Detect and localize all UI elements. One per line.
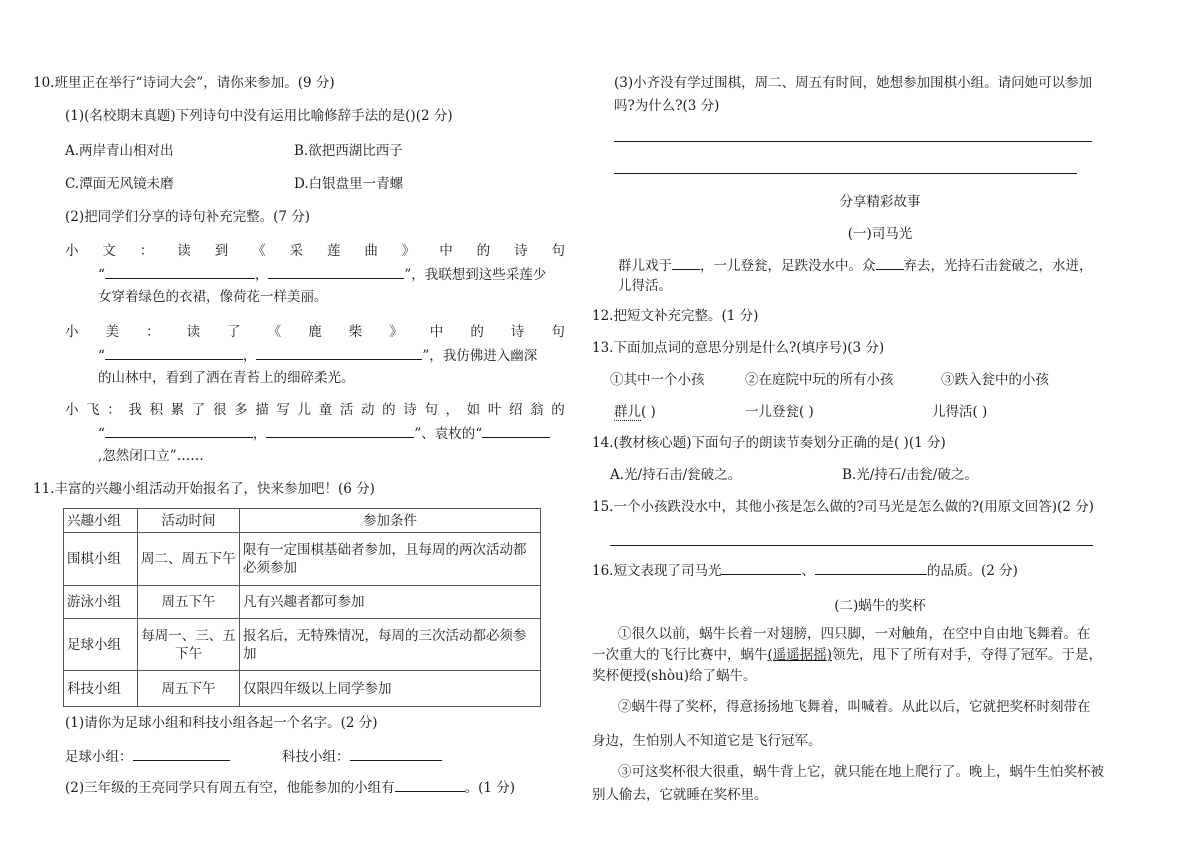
snail-para3-line1: ③可这奖杯很大很重，蜗牛背上它，就只能在地上爬行了。晚上，蜗牛生怕奖杯被: [618, 764, 1104, 780]
football-name-blank[interactable]: [133, 747, 230, 761]
answer-line[interactable]: [614, 141, 1092, 142]
q12: 12.把短文补充完整。(1 分): [592, 308, 759, 324]
q16-blank-2[interactable]: [815, 561, 927, 575]
table-cell: 周二、周五下午: [138, 533, 240, 586]
xiaomei-blank-2[interactable]: [256, 346, 422, 360]
table-header-row: [64, 509, 541, 533]
q11-sub3-line1: (3)小齐没有学过围棋，周二、周五有时间，她想参加围棋小组。请问她可以参加: [614, 75, 1093, 91]
q10-option-c: C.潭面无风镜未磨: [65, 176, 174, 192]
tech-name-blank[interactable]: [350, 747, 442, 761]
snail-para1-line3: 奖杯便授(shòu)给了蜗牛。: [592, 668, 757, 684]
story-blank-2[interactable]: [876, 256, 904, 270]
snail-para3-line2: 别人偷去，它就睡在奖杯里。: [592, 787, 768, 803]
table-cell: 仅限四年级以上同学参加: [240, 671, 541, 707]
q13-word-1: 群儿( ): [614, 404, 656, 420]
header-cell: 兴趣小组: [64, 509, 138, 533]
q11-sub3-line2: 吗?为什么?(3 分): [614, 98, 720, 114]
header-cell: 活动时间: [138, 509, 240, 533]
wangliang-group-blank[interactable]: [395, 778, 465, 792]
xiaowen-line3: 女穿着绿色的衣裙，像荷花一样美丽。: [98, 289, 328, 305]
header-cell: 参加条件: [240, 509, 541, 533]
xiaofei-blank-2[interactable]: [266, 424, 414, 438]
q11-football-name-line: 足球小组：: [65, 747, 230, 766]
table-row: [64, 671, 541, 707]
story-para-line2: 儿得活。: [618, 278, 672, 294]
q10-option-d: D.白银盘里一青螺: [294, 176, 404, 192]
table-cell: 报名后，无特殊情况，每周的三次活动都必须参加: [240, 619, 541, 671]
snail-para1-line2: 一次重大的飞行比赛中，蜗牛(遥遥据摇)领先，甩下了所有对手，夺得了冠军。于是，: [592, 647, 1103, 663]
q15: 15.一个小孩跌没水中，其他小孩是怎么做的?司马光是怎么做的?(用原文回答)(2 分): [592, 499, 1094, 515]
interest-group-table: [63, 508, 541, 707]
xiaofei-blank-3[interactable]: [482, 424, 550, 438]
answer-paren[interactable]: ( ): [799, 404, 814, 420]
answer-paren[interactable]: ( ): [641, 404, 656, 420]
q11-tech-name-line: 科技小组：: [282, 747, 442, 766]
xiaowen-blank-2[interactable]: [268, 265, 404, 279]
xiaofei-fill-line: “ ， ”、袁枚的“: [98, 424, 550, 443]
q13-word-3: 儿得活( ): [932, 404, 988, 420]
xiaomei-fill-line: “ ， ”，我仿佛进入幽深: [98, 348, 538, 364]
xiaofei-intro: 小 飞 ： 我 积 累 了 很 多 描 写 儿 童 活 动 的 诗 句 ， 如 叶 绍 翁 的: [65, 402, 565, 418]
xiaowen-intro: 小 文 ： 读 到 《 采 莲 曲 》 中 的 诗 句: [65, 243, 565, 259]
story-title: (一)司马光: [847, 226, 913, 242]
q13-word-2: 一儿登瓮( ): [745, 404, 814, 420]
q10-sub1: (1)(名校期末真题)下列诗句中没有运用比喻修辞手法的是()(2 分): [65, 108, 453, 124]
q13-stem: 13.下面加点词的意思分别是什么?(填序号)(3 分): [592, 340, 885, 356]
xiaowen-fill-line: “ ， ”，我联想到这些采莲少: [98, 267, 547, 283]
table-cell: 每周一、三、五下午: [138, 619, 240, 671]
xiaomei-blank-1[interactable]: [105, 346, 243, 360]
xiaomei-intro: 小 美 ： 读 了 《 鹿 柴 》 中 的 诗 句: [65, 324, 565, 340]
q10-stem: 10.班里正在举行“诗词大会”，请你来参加。(9 分): [33, 75, 335, 91]
table-row: [64, 533, 541, 586]
q14-option-b: B.光/持石/击瓮/破之。: [842, 467, 978, 483]
section-title: 分享精彩故事: [839, 194, 921, 210]
snail-para1-line1: ①很久以前，蜗牛长着一对翅膀，四只脚，一对触角，在空中自由地飞舞着。在: [618, 626, 1091, 642]
q10-option-b: B.欲把西湖比西子: [294, 143, 403, 159]
story-blank-1[interactable]: [672, 256, 700, 270]
underlined-phrase: (遥遥据摇): [767, 647, 833, 663]
q10-option-a: A.两岸青山相对出: [65, 143, 174, 159]
q16: 16.短文表现了司马光 、 的品质。(2 分): [592, 563, 1018, 579]
q11-sub2: (2)三年级的王亮同学只有周五有空，他能参加的小组有 。(1 分): [65, 780, 516, 796]
q10-sub2: (2)把同学们分享的诗句补充完整。(7 分): [65, 209, 311, 225]
snail-para2-line1: ②蜗牛得了奖杯，得意扬扬地飞舞着，叫喊着。从此以后，它就把奖杯时刻带在: [618, 699, 1091, 715]
table-row: [64, 619, 541, 671]
table-cell: 足球小组: [64, 619, 138, 671]
xiaowen-blank-1[interactable]: [105, 265, 255, 279]
q11-sub1: (1)请你为足球小组和科技小组各起一个名字。(2 分): [65, 715, 378, 731]
q13-option-2: ②在庭院中玩的所有小孩: [745, 372, 894, 388]
table-cell: 限有一定围棋基础者参加，且每周的两次活动都必须参加: [240, 533, 541, 586]
table-row: [64, 586, 541, 619]
xiaofei-line3: ,忽然闭口立”……: [98, 448, 204, 464]
table-cell: 围棋小组: [64, 533, 138, 586]
snail-para2-line2: 身边，生怕别人不知道它是飞行冠军。: [592, 733, 822, 749]
q16-blank-1[interactable]: [721, 561, 801, 575]
snail-title: (二)蜗牛的奖杯: [834, 598, 926, 614]
q11-stem: 11.丰富的兴趣小组活动开始报名了，快来参加吧！(6 分): [33, 481, 375, 497]
answer-line[interactable]: [614, 173, 1077, 174]
table-cell: 科技小组: [64, 671, 138, 707]
answer-paren[interactable]: ( ): [972, 404, 988, 420]
answer-line[interactable]: [610, 545, 1093, 546]
xiaofei-blank-1[interactable]: [105, 424, 253, 438]
q14-option-a: A.光/持石击/瓮破之。: [610, 467, 742, 483]
table-cell: 周五下午: [138, 671, 240, 707]
table-cell: 游泳小组: [64, 586, 138, 619]
q13-option-1: ①其中一个小孩: [610, 372, 705, 388]
q14-stem: 14.(教材核心题)下面句子的朗读节奏划分正确的是( )(1 分): [592, 435, 946, 451]
table-cell: 凡有兴趣者都可参加: [240, 586, 541, 619]
xiaomei-line3: 的山林中，看到了洒在青苔上的细碎柔光。: [98, 370, 355, 386]
q13-option-3: ③跌入瓮中的小孩: [941, 372, 1049, 388]
table-cell: 周五下午: [138, 586, 240, 619]
story-para-line1: 群儿戏于 ，一儿登瓮，足跌没水中。众 弃去，光持石击瓮破之，水迸，: [618, 258, 1093, 274]
